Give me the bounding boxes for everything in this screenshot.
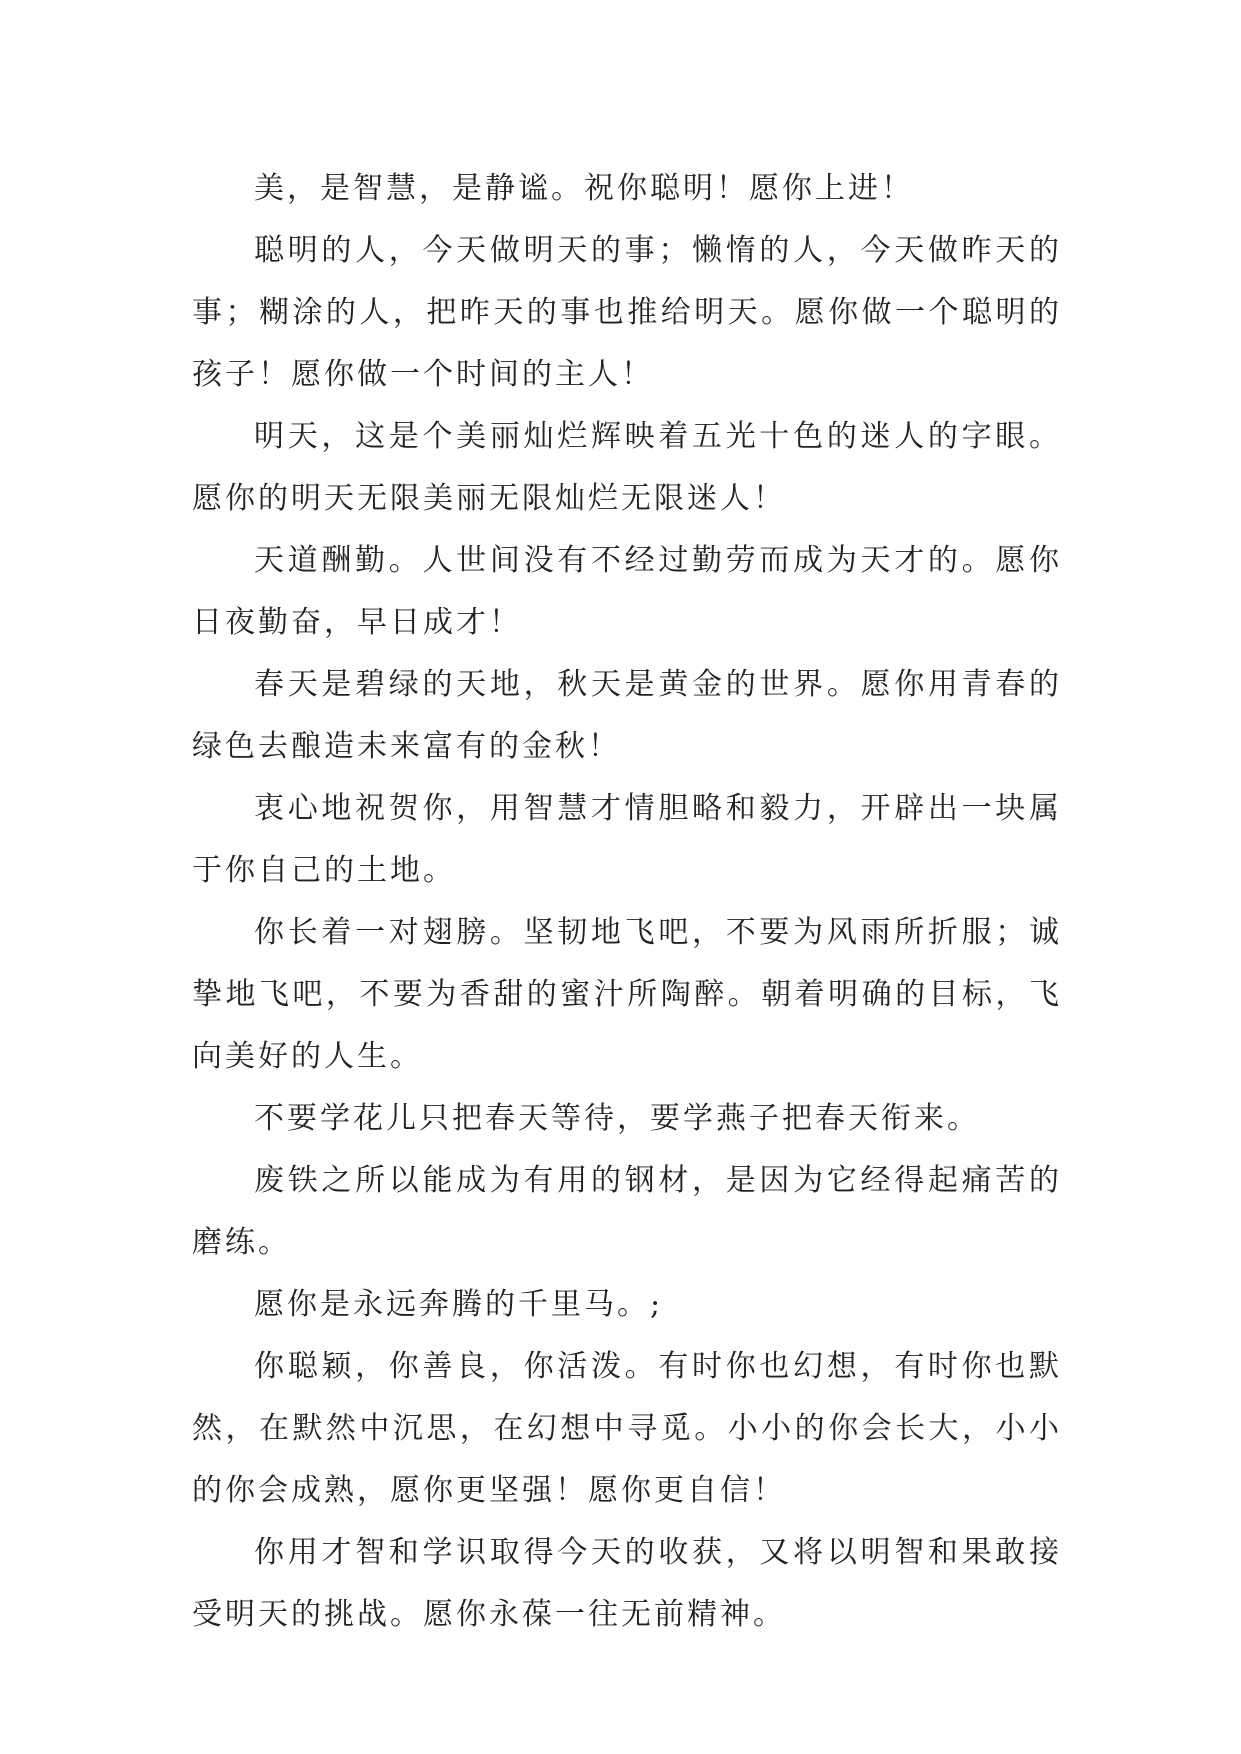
paragraph: 废铁之所以能成为有用的钢材，是因为它经得起痛苦的磨练。 xyxy=(192,1163,1062,1260)
paragraph: 天道酬勤。人世间没有不经过勤劳而成为天才的。愿你日夜勤奋，早日成才！ xyxy=(192,543,1062,640)
paragraph: 你长着一对翅膀。坚韧地飞吧，不要为风雨所折服；诚挚地飞吧，不要为香甜的蜜汁所陶醉。朝着明确的目标，飞向美好的人生。 xyxy=(192,915,1062,1074)
paragraph: 你聪颖，你善良，你活泼。有时你也幻想，有时你也默然，在默然中沉思，在幻想中寻觅。小小的你会长大，小小的你会成熟，愿你更坚强！愿你更自信！ xyxy=(192,1349,1062,1508)
document-body xyxy=(192,158,1062,1646)
paragraph: 愿你是永远奔腾的千里马。; xyxy=(254,1287,664,1322)
paragraph: 春天是碧绿的天地，秋天是黄金的世界。愿你用青春的绿色去酿造未来富有的金秋！ xyxy=(192,667,1062,764)
paragraph: 美，是智慧，是静谧。祝你聪明！愿你上进！ xyxy=(254,171,914,206)
paragraph: 不要学花儿只把春天等待，要学燕子把春天衔来。 xyxy=(254,1101,980,1136)
paragraph: 明天，这是个美丽灿烂辉映着五光十色的迷人的字眼。愿你的明天无限美丽无限灿烂无限迷人！ xyxy=(192,419,1062,516)
paragraph: 你用才智和学识取得今天的收获，又将以明智和果敢接受明天的挑战。愿你永葆一往无前精神。 xyxy=(192,1535,1062,1632)
paragraph: 衷心地祝贺你，用智慧才情胆略和毅力，开辟出一块属于你自己的土地。 xyxy=(192,791,1062,888)
paragraph: 聪明的人，今天做明天的事；懒惰的人，今天做昨天的事；糊涂的人，把昨天的事也推给明天。愿你做一个聪明的孩子！愿你做一个时间的主人！ xyxy=(192,233,1062,392)
